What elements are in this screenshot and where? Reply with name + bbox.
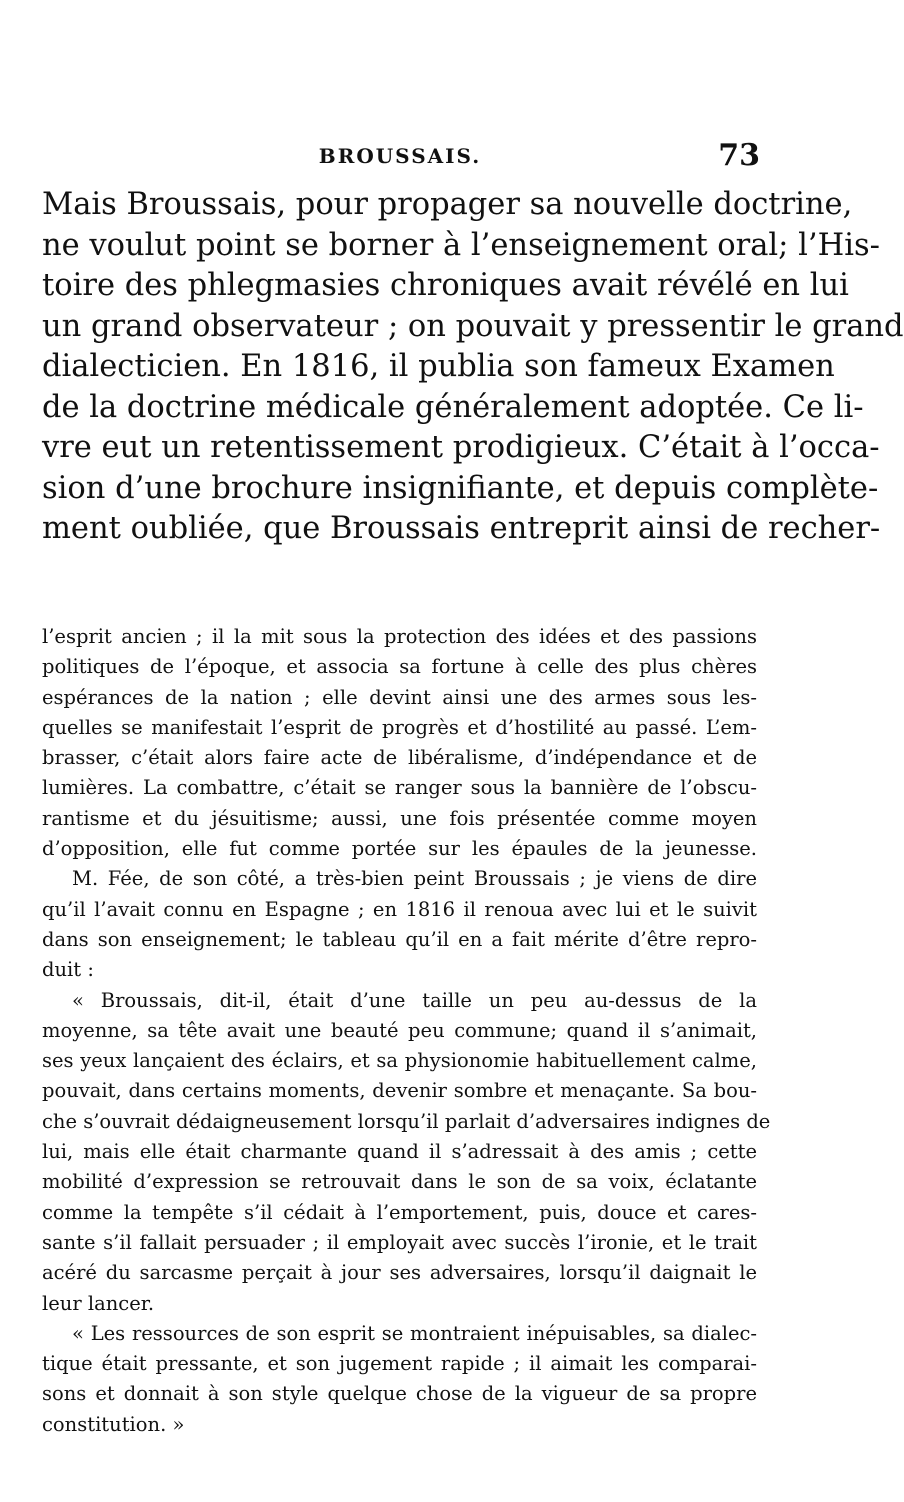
main-paragraph [42, 185, 904, 550]
page-header [40, 138, 760, 178]
foot-line: leur lancer. [42, 1291, 155, 1315]
foot-line: « Les ressources de son esprit se montraient inépuisables, sa dialec- [72, 1321, 757, 1345]
body-line: de la doctrine médicale généralement adoptée. Ce li- [42, 389, 864, 425]
foot-line: sons et donnait à son style quelque chose de la vigueur de sa propre [42, 1382, 757, 1406]
foot-line: mobilité d’expression se retrouvait dans le son de sa voix, éclatante [42, 1170, 757, 1194]
foot-line: brasser, c’était alors faire acte de libéralisme, d’indépendance et de [42, 746, 757, 770]
body-line: vre eut un retentissement prodigieux. C’était à l’occa- [42, 430, 880, 465]
foot-line: quelles se manifestait l’esprit de progrès et d’hostilité au passé. L’em- [42, 715, 757, 739]
foot-line: moyenne, sa tête avait une beauté peu commune; quand il s’animait, [42, 1018, 757, 1042]
foot-line: constitution. » [42, 1412, 185, 1436]
foot-line: lui, mais elle était charmante quand il s’adressait à des amis ; cette [42, 1140, 757, 1164]
foot-line: duit : [42, 958, 94, 982]
foot-line: d’opposition, elle fut comme portée sur les épaules de la jeunesse. [42, 837, 757, 861]
page-number: 73 [718, 138, 760, 173]
body-line: toire des phlegmasies chroniques avait révélé en lui [42, 268, 849, 303]
foot-line: acéré du sarcasme perçait à jour ses adversaires, lorsqu’il daignait le [42, 1261, 757, 1285]
foot-line: espérances de la nation ; elle devint ainsi une des armes sous les- [42, 685, 757, 709]
running-head: BROUSSAIS. [318, 144, 482, 168]
foot-line: sante s’il fallait persuader ; il employait avec succès l’ironie, et le trait [42, 1230, 757, 1254]
foot-line: rantisme et du jésuitisme; aussi, une fois présentée comme moyen [42, 806, 757, 830]
body-line: un grand observateur ; on pouvait y pressentir le grand [42, 308, 904, 344]
foot-line: dans son enseignement; le tableau qu’il en a fait mérite d’être repro- [42, 927, 757, 951]
foot-line: comme la tempête s’il cédait à l’emportement, puis, douce et cares- [42, 1200, 757, 1224]
foot-line: qu’il l’avait connu en Espagne ; en 1816 il renoua avec lui et le suivit [42, 897, 757, 921]
foot-line: M. Fée, de son côté, a très-bien peint Broussais ; je viens de dire [72, 867, 757, 891]
foot-line: « Broussais, dit-il, était d’une taille un peu au-dessus de la [72, 988, 757, 1012]
foot-line: pouvait, dans certains moments, devenir sombre et menaçante. Sa bou- [42, 1079, 757, 1103]
footnote-text [42, 622, 771, 1440]
body-line: sion d’une brochure insignifiante, et depuis complète- [42, 470, 879, 506]
foot-line: tique était pressante, et son jugement rapide ; il aimait les comparai- [42, 1352, 757, 1376]
body-line: Mais Broussais, pour propager sa nouvelle doctrine, [42, 187, 853, 222]
foot-line: politiques de l’époque, et associa sa fortune à celle des plus chères [42, 655, 757, 679]
foot-line: lumières. La combattre, c’était se ranger sous la bannière de l’obscu- [42, 776, 757, 800]
foot-line: l’esprit ancien ; il la mit sous la protection des idées et des passions [42, 625, 757, 648]
body-line: ment oubliée, que Broussais entreprit ainsi de recher- [42, 511, 881, 546]
foot-line: ses yeux lançaient des éclairs, et sa physionomie habituellement calme, [42, 1049, 757, 1073]
foot-line: che s’ouvrait dédaigneusement lorsqu’il parlait d’adversaires indignes de [42, 1109, 771, 1133]
body-line: ne voulut point se borner à l’enseignement oral; l’His- [42, 227, 880, 263]
body-line: dialecticien. En 1816, il publia son fameux Examen [42, 349, 835, 384]
